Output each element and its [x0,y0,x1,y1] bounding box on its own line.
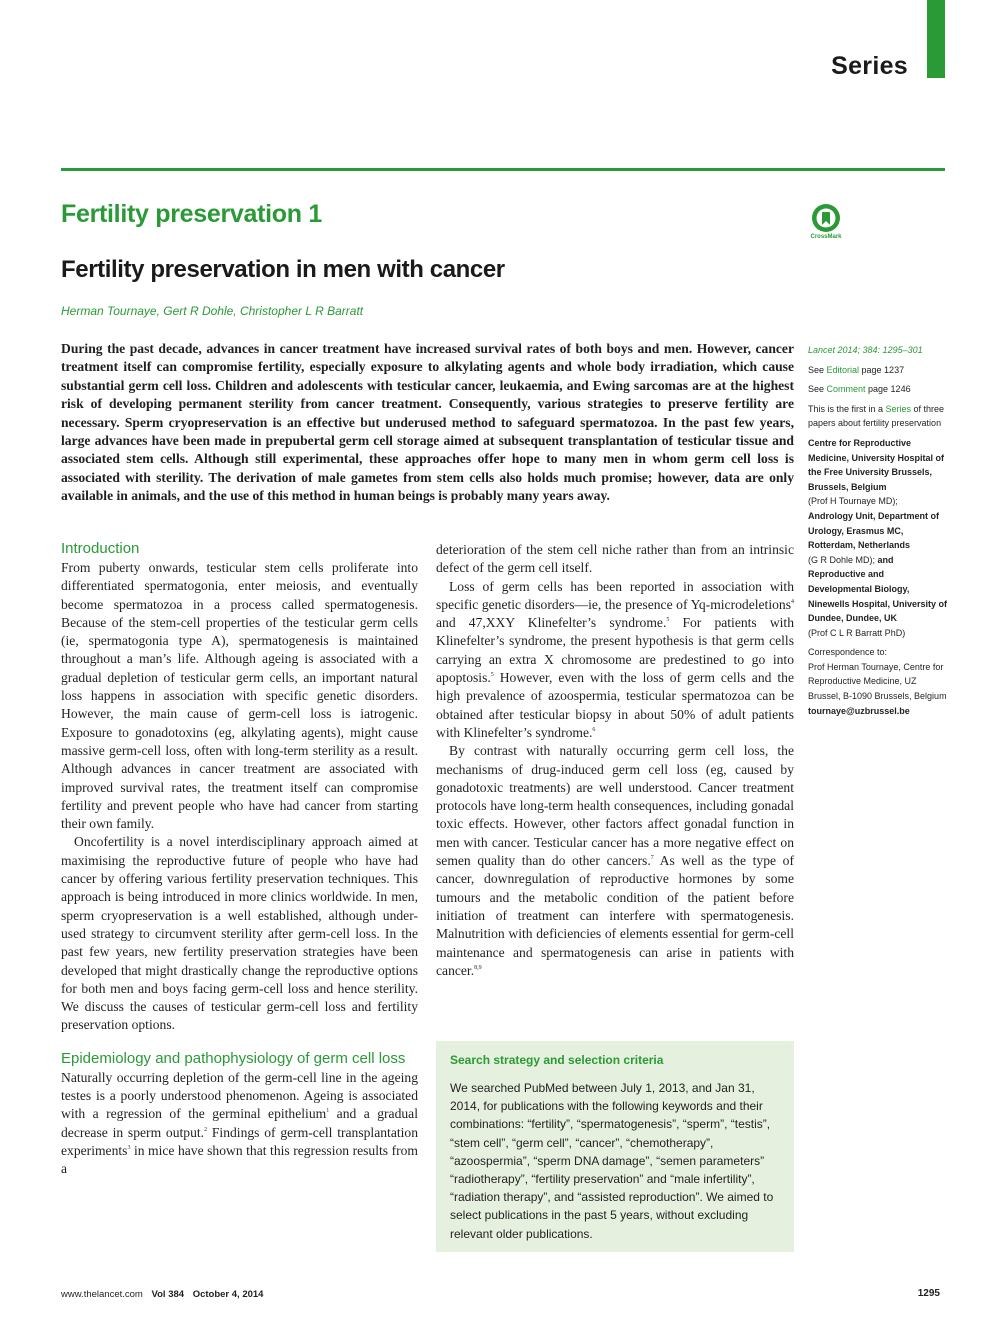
reference-marker[interactable]: 7 [650,855,654,862]
abstract: During the past decade, advances in cancer treatment have increased survival rates of both boys and men. However, cancer treatment itself can compromise fertility, especially exposure to alkylating agents and whole body irradiation, which cause substantial germ cell loss. Children and adolescents with testicular cancer, leukaemia, and Ewing sarcomas are at the highest risk of developing permanent sterility from cancer treatment. Consequently, various strategies to preserve fertility are necessary. Sperm cryopreservation is an effective but underused method to safeguard spermatozoa. In the past few years, large advances have been made in prepubertal germ cell storage aimed at subsequent transplantation of testicular tissue and associated stem cells. Although still experimental, these approaches offer hope to many men in whom germ cell loss is associated with sterility. The derivation of male gametes from stem cells also holds much promise; however, data are only available in animals, and the use of this method in human beings is probably many years away. [61,341,794,504]
reference-marker[interactable]: 3 [127,1144,131,1151]
see-editorial: See Editorial page 1237 [808,364,905,375]
paragraph: From puberty onwards, testicular stem cells proliferate into differentiated spermatogonia, enter meiosis, and eventually become spermatozoa in a process called spermatogenesis. Because of the stem-cell properties of the testicular germ cells (ie, spermatogonia type A), spermatogenesis is maintained throughout a man’s life. Although ageing is associated with a gradual depletion of testicular germ cells, an important natural loss happens in association with specific genetic disorders. However, the main cause of germ-cell loss is iatrogenic. Exposure to gonadotoxins (eg, alkylating agents), might cause massive germ-cell loss, often with long-term sterility as a result. Although advances in cancer treatment are associated with improved survival rates, the treatment itself can compromise fertility and prevent people who have had cancer from starting their own family. [61,560,418,832]
paragraph: Oncofertility is a novel interdisciplinary approach aimed at maximising the reproductive future of people who have had cancer by offering various fertility preservation techniques. This approach is being introduced in more clinics worldwide. In men, sperm cryopreservation is a well established, although under-used strategy to circumvent sterility after germ-cell loss. In the past few years, new fertility preservation strategies have been developed that might drastically change the reproductive options for both men and boys facing germ-cell loss and hence sterility. We discuss the causes of testicular germ-cell loss and fertility preservation options. [61,834,418,1033]
series-link[interactable]: Series [885,403,912,414]
crossmark-badge[interactable] [804,203,848,243]
article-sidebar [808,343,948,723]
reference-marker[interactable]: 5 [490,672,494,679]
see-comment: See Comment page 1246 [808,384,911,395]
header-rule [61,168,945,171]
page-number: 1295 [917,1288,940,1299]
body-column-right [436,541,794,980]
journal-url[interactable]: www.thelancet.com [61,1289,143,1300]
search-strategy-panel [436,1041,794,1252]
paragraph: Loss of germ cells has been reported in association with specific genetic disorders—ie, the presence of Yq-microdeletions$^4$ and 47,XXY Klinefelter’s syndrome.$^5$ For patients with Klinefelter’s syndrome, the present hypothesis is that germ cells carrying an extra X chromosome are predestined to go into apoptosis.$^5$ However, even with the loss of germ cells and the high prevalence of azoospermia, testicular spermatozoa can be obtained after testicular biopsy in about 50% of adult patients with Klinefelter’s syndrome.$^6$ [436,578,794,740]
heading-introduction: Introduction [61,540,140,557]
volume: Vol 384 [151,1289,185,1300]
crossmark-icon [811,203,841,233]
reference-marker[interactable]: 8,9 [474,964,482,971]
body-column-left [61,541,418,1179]
reference-marker[interactable]: 1 [326,1108,330,1115]
paragraph: deterioration of the stem cell niche rather than from an intrinsic defect of the germ cell itself. [436,542,794,576]
comment-link[interactable]: Comment [826,384,866,395]
reference-marker[interactable]: 4 [791,598,794,605]
author-list: Herman Tournaye, Gert R Dohle, Christopher L R Barratt [61,304,364,318]
affiliations: Centre for Reproductive Medicine, University Hospital of the Free University Brussels, Brussels, Belgium (Prof H Tournaye MD); Andrology Unit, Department of Urology, Erasmus MC, Rotterdam, Netherlands (G R Dohle MD); and Reproductive and Developmental Biology, Ninewells Hospital, University of Dundee, Dundee, UK (Prof C L R Barratt PhD) [808,437,948,638]
email-link[interactable]: tournaye@uzbrussel.be [808,705,910,716]
panel-heading: Search strategy and selection criteria [450,1053,664,1067]
paragraph: By contrast with naturally occurring germ cell loss, the mechanisms of drug-induced germ cell loss (eg, caused by gonadotoxic treatments) are well understood. Cancer treatment protocols have long-term health consequences, including gonadal toxic effects. However, other factors affect gonadal function in men with cancer. Testicular cancer has a more negative effect on semen quality than do other cancers.$^7$ As well as the type of cancer, downregulation of reproductive hormones by some tumours and the metabolic condition of the patient before initiation of treatment can interfere with spermatogenesis. Malnutrition with deficiencies of elements essential for germ-cell maintenance and spermatogenesis can arise in patients with cancer.$^{8,9}$ [436,743,794,978]
reference-marker[interactable]: 2 [204,1126,208,1133]
editorial-link[interactable]: Editorial [826,364,860,375]
section-label: Series [831,52,908,80]
affiliation: Andrology Unit, Department of Urology, Erasmus MC, Rotterdam, Netherlands [808,510,939,551]
affiliation: Centre for Reproductive Medicine, University Hospital of the Free University Brussels, Brussels, Belgium [808,437,945,492]
panel-text: We searched PubMed between July 1, 2013, and Jan 31, 2014, for publications with the following keywords and their combinations: “fertility”, “spermatogenesis”, “sperm”, “testis”, “stem cell”, “germ cell”, “cancer”, “chemotherapy”, “azoospermia”, “sperm DNA damage”, “semen parameters” “radiotherapy”, “fertility preservation” and “male infertility”, “radiation therapy”, and “assisted reproduction”. We aimed to select publications in the past 5 years, without excluding relevant older publications. [450,1081,774,1241]
reference-marker[interactable]: 6 [592,726,596,733]
series-note: This is the first in a Series of three papers about fertility preservation [808,403,945,429]
footer [61,1289,269,1300]
series-color-tab [927,0,945,78]
issue-date: October 4, 2014 [192,1289,264,1300]
heading-epidemiology: Epidemiology and pathophysiology of germ cell loss [61,1049,406,1067]
crossmark-label: CrossMark [810,234,842,240]
article-title: Fertility preservation in men with cancer [61,256,505,283]
reference-marker[interactable]: 5 [666,617,670,624]
correspondence: Correspondence to: Prof Herman Tournaye, Centre for Reproductive Medicine, UZ Brussel, B-1090 Brussels, Belgium tournaye@uzbrussel.be [808,647,947,716]
affiliation: Reproductive and Developmental Biology, Ninewells Hospital, University of Dundee, Dundee, UK [808,569,948,624]
series-title: Fertility preservation 1 [61,200,322,228]
citation: Lancet 2014; 384: 1295–301 [808,345,923,355]
paragraph: Naturally occurring depletion of the germ-cell line in the ageing testes is a poorly understood phenomenon. Ageing is associated with a regression of the germinal epithelium$^1$ and a gradual decrease in sperm output.$^2$ Findings of germ-cell transplantation experiments$^3$ in mice have shown that this regression results from a [61,1069,418,1177]
